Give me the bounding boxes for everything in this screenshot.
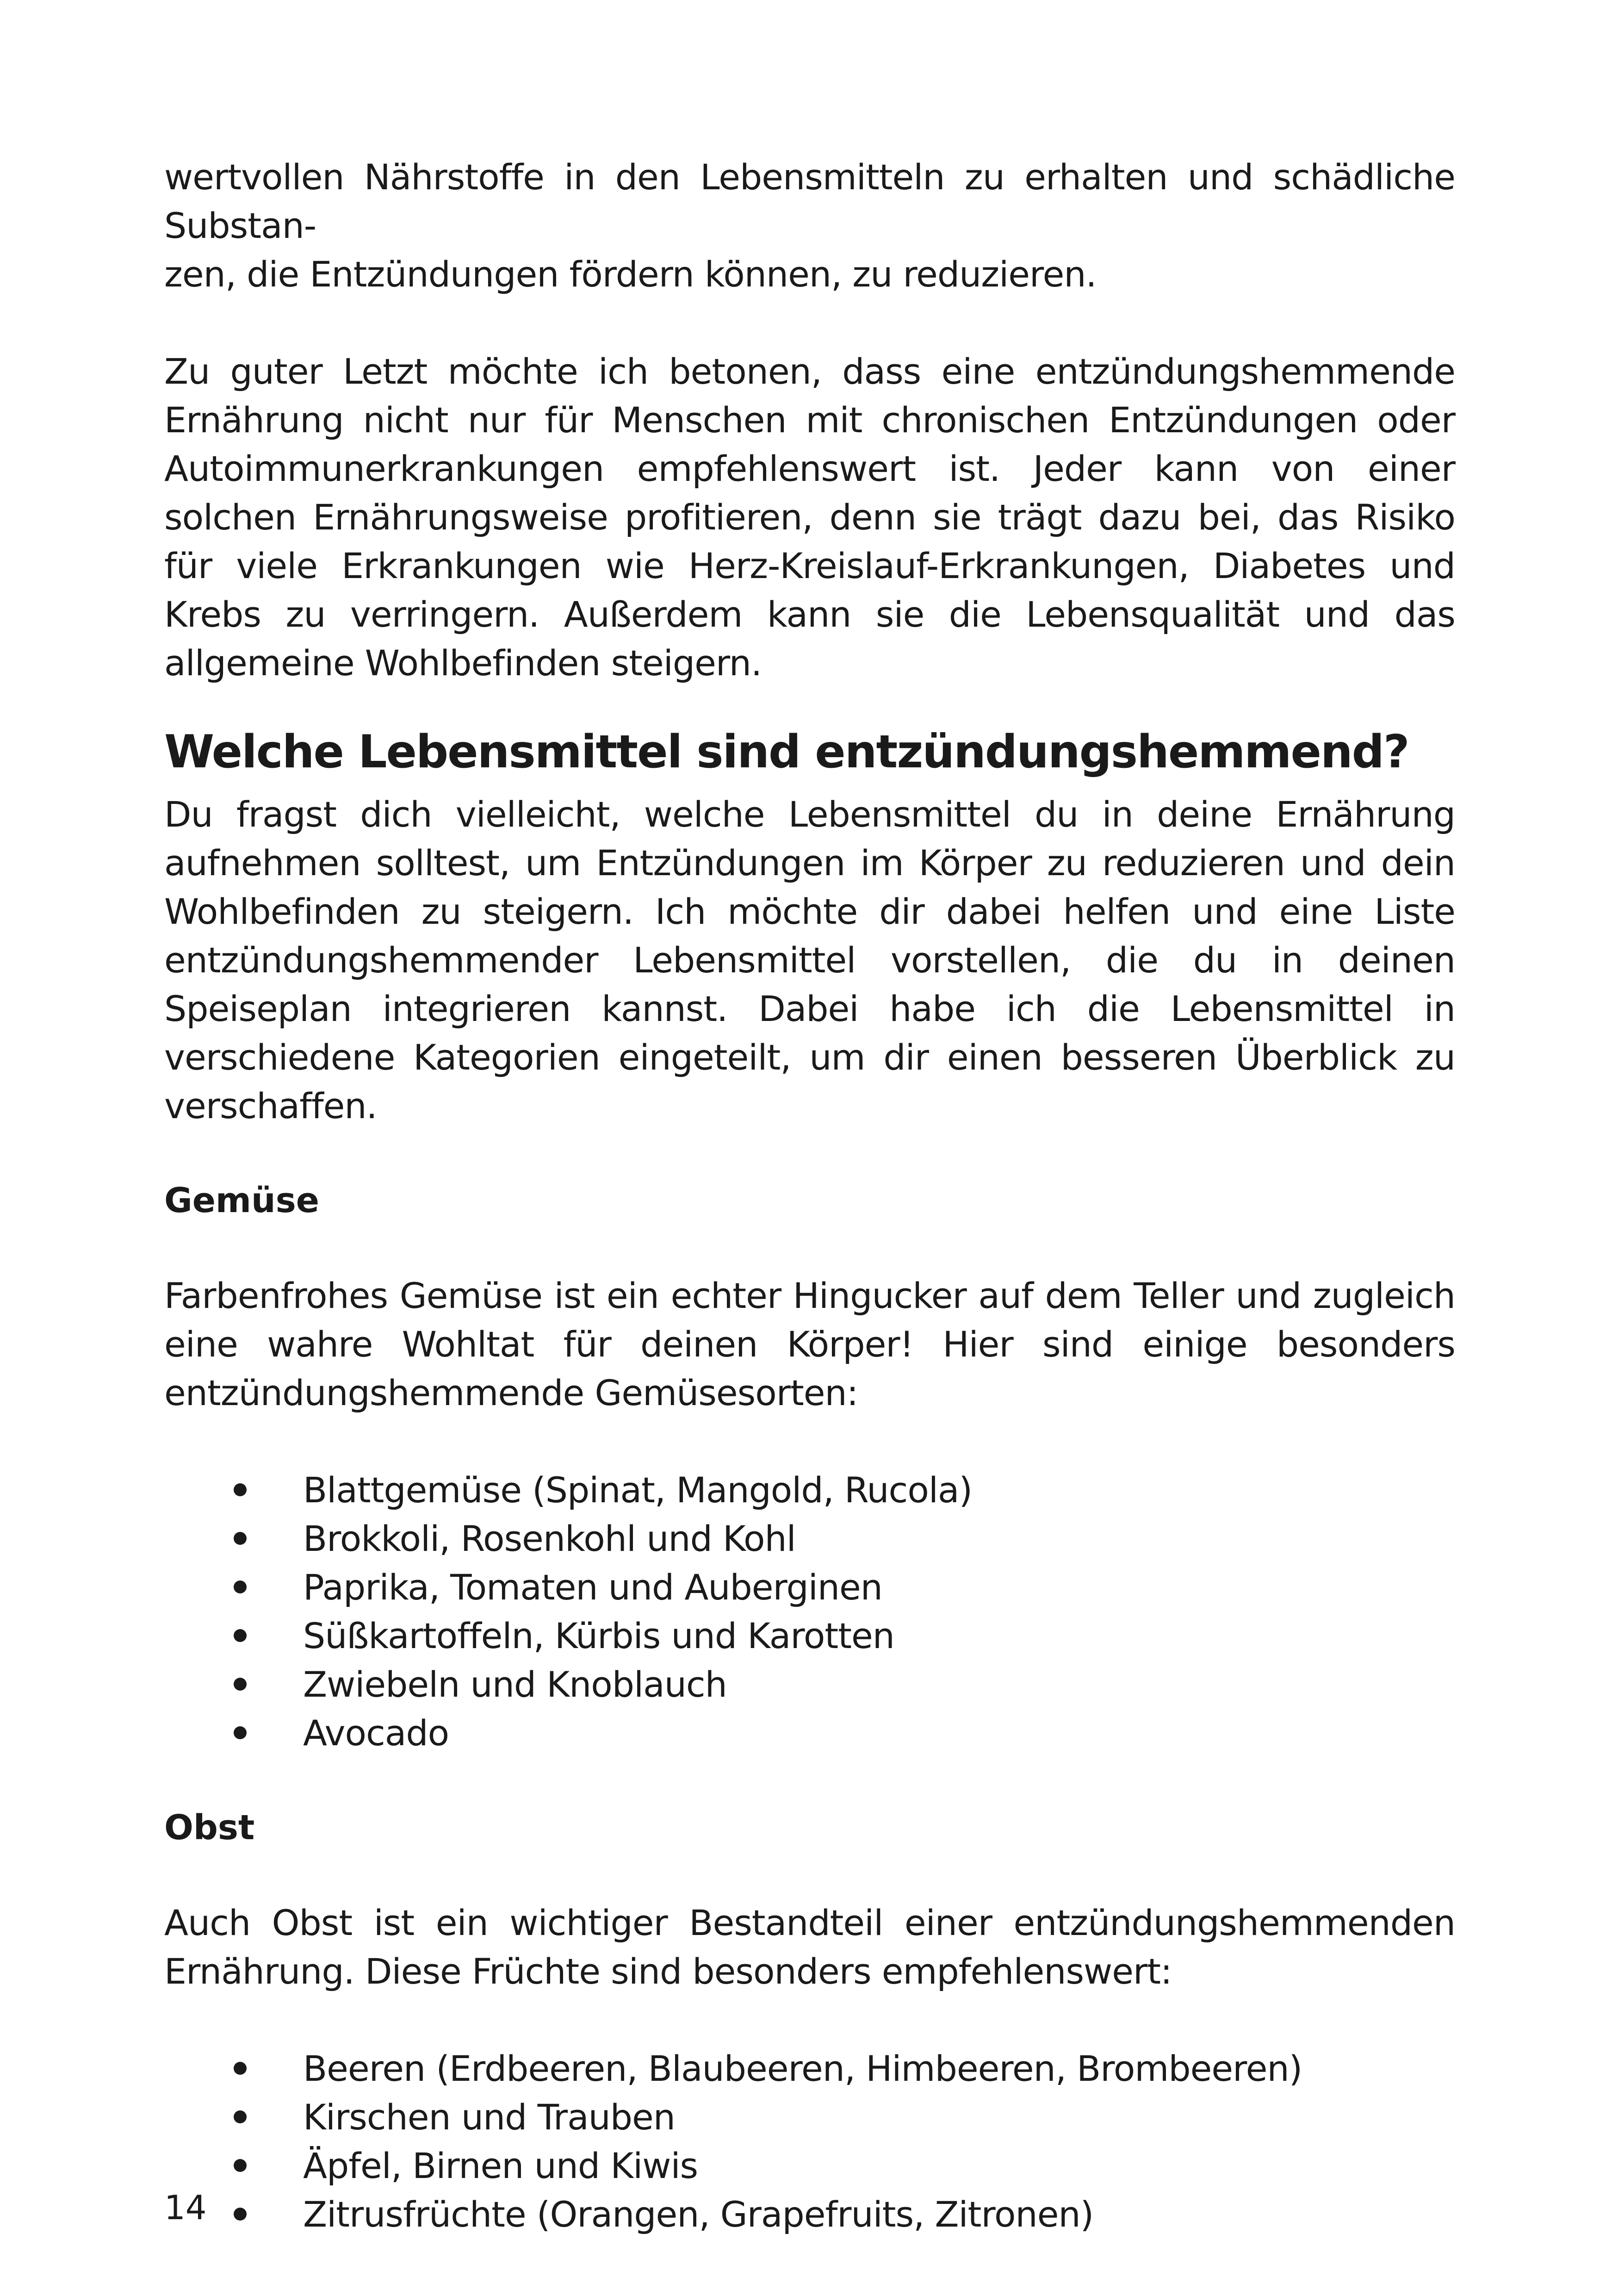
paragraph-continuation bbox=[164, 153, 1455, 299]
list-gemuese bbox=[164, 1466, 1455, 1757]
list-item-text: Brokkoli, Rosenkohl und Kohl bbox=[303, 1518, 796, 1559]
bullet-icon bbox=[234, 2062, 247, 2075]
paragraph-gemuese: Farbenfrohes Gemüse ist ein echter Hingucker auf dem Teller und zugleich eine wahre Wohltat für deinen Körper! Hier sind einige besonders entzündungshemmende Gemüsesorten: bbox=[164, 1275, 1455, 1413]
list-item bbox=[164, 1660, 1455, 1709]
paragraph-continuation-line-1: wertvollen Nährstoffe in den Lebensmitteln zu erhalten und schädliche Substan- bbox=[164, 156, 1455, 246]
list-item-text: Blattgemüse (Spinat, Mangold, Rucola) bbox=[303, 1469, 973, 1511]
list-item bbox=[164, 1563, 1455, 1612]
list-item bbox=[164, 2093, 1455, 2141]
list-item bbox=[164, 1466, 1455, 1514]
bullet-icon bbox=[234, 1678, 247, 1691]
list-item bbox=[164, 2190, 1455, 2239]
list-item-text: Beeren (Erdbeeren, Blaubeeren, Himbeeren, Brombeeren) bbox=[303, 2048, 1302, 2089]
subheading-gemuese: Gemüse bbox=[164, 1181, 319, 1220]
list-item-text: Zitrusfrüchte (Orangen, Grapefruits, Zitronen) bbox=[303, 2194, 1094, 2235]
subheading-obst: Obst bbox=[164, 1808, 255, 1848]
list-item-text: Süßkartoffeln, Kürbis und Karotten bbox=[303, 1615, 894, 1656]
bullet-icon bbox=[234, 2208, 247, 2221]
list-item bbox=[164, 1612, 1455, 1660]
list-item-text: Zwiebeln und Knoblauch bbox=[303, 1664, 727, 1705]
list-item bbox=[164, 1709, 1455, 1757]
paragraph-intro: Du fragst dich vielleicht, welche Lebensmittel du in deine Ernährung aufnehmen solltest, um Entzündungen im Körper zu reduzieren und dein Wohlbefinden zu steigern. Ich möchte dir dabei helfen und eine Liste entzündungshemmender Lebensmittel vorstellen, die du in deinen Speiseplan integrieren kannst. Dabei habe ich die Lebensmittel in verschiedene Kategorien eingeteilt, um dir einen besseren Überblick zu verschaffen. bbox=[164, 794, 1455, 1126]
bullet-icon bbox=[234, 2110, 247, 2123]
bullet-icon bbox=[234, 1726, 247, 1739]
bullet-icon bbox=[234, 1580, 247, 1593]
paragraph-continuation-line-2: zen, die Entzündungen fördern können, zu reduzieren. bbox=[164, 254, 1097, 295]
list-item-text: Kirschen und Trauben bbox=[303, 2097, 675, 2138]
list-obst bbox=[164, 2044, 1455, 2239]
bullet-icon bbox=[234, 2159, 247, 2172]
list-item-text: Paprika, Tomaten und Auberginen bbox=[303, 1567, 882, 1608]
bullet-icon bbox=[234, 1629, 247, 1642]
list-item-text: Avocado bbox=[303, 1712, 449, 1754]
paragraph-obst: Auch Obst ist ein wichtiger Bestandteil einer entzündungshemmenden Ernährung. Diese Früchte sind besonders empfehlenswert: bbox=[164, 1902, 1455, 1992]
paragraph-conclusion: Zu guter Letzt möchte ich betonen, dass eine entzündungshemmende Ernährung nicht nur für Menschen mit chronischen Entzündungen oder Autoimmunerkrankungen empfehlenswert ist. Jeder kann von einer solchen Ernährungsweise profitieren, denn sie trägt dazu bei, das Risiko für viele Erkrankungen wie Herz-Kreislauf-Erkrankungen, Diabetes und Krebs zu verringern. Außerdem kann sie die Lebensqualität und das allgemeine Wohlbefinden steigern. bbox=[164, 351, 1455, 684]
list-item bbox=[164, 2141, 1455, 2190]
page-number: 14 bbox=[164, 2188, 207, 2227]
page-content bbox=[164, 153, 1455, 2239]
list-item bbox=[164, 1514, 1455, 1563]
list-item-text: Äpfel, Birnen und Kiwis bbox=[303, 2145, 698, 2186]
bullet-icon bbox=[234, 1532, 247, 1545]
section-heading: Welche Lebensmittel sind entzündungshemmend? bbox=[164, 726, 1409, 778]
bullet-icon bbox=[234, 1483, 247, 1496]
list-item bbox=[164, 2044, 1455, 2093]
